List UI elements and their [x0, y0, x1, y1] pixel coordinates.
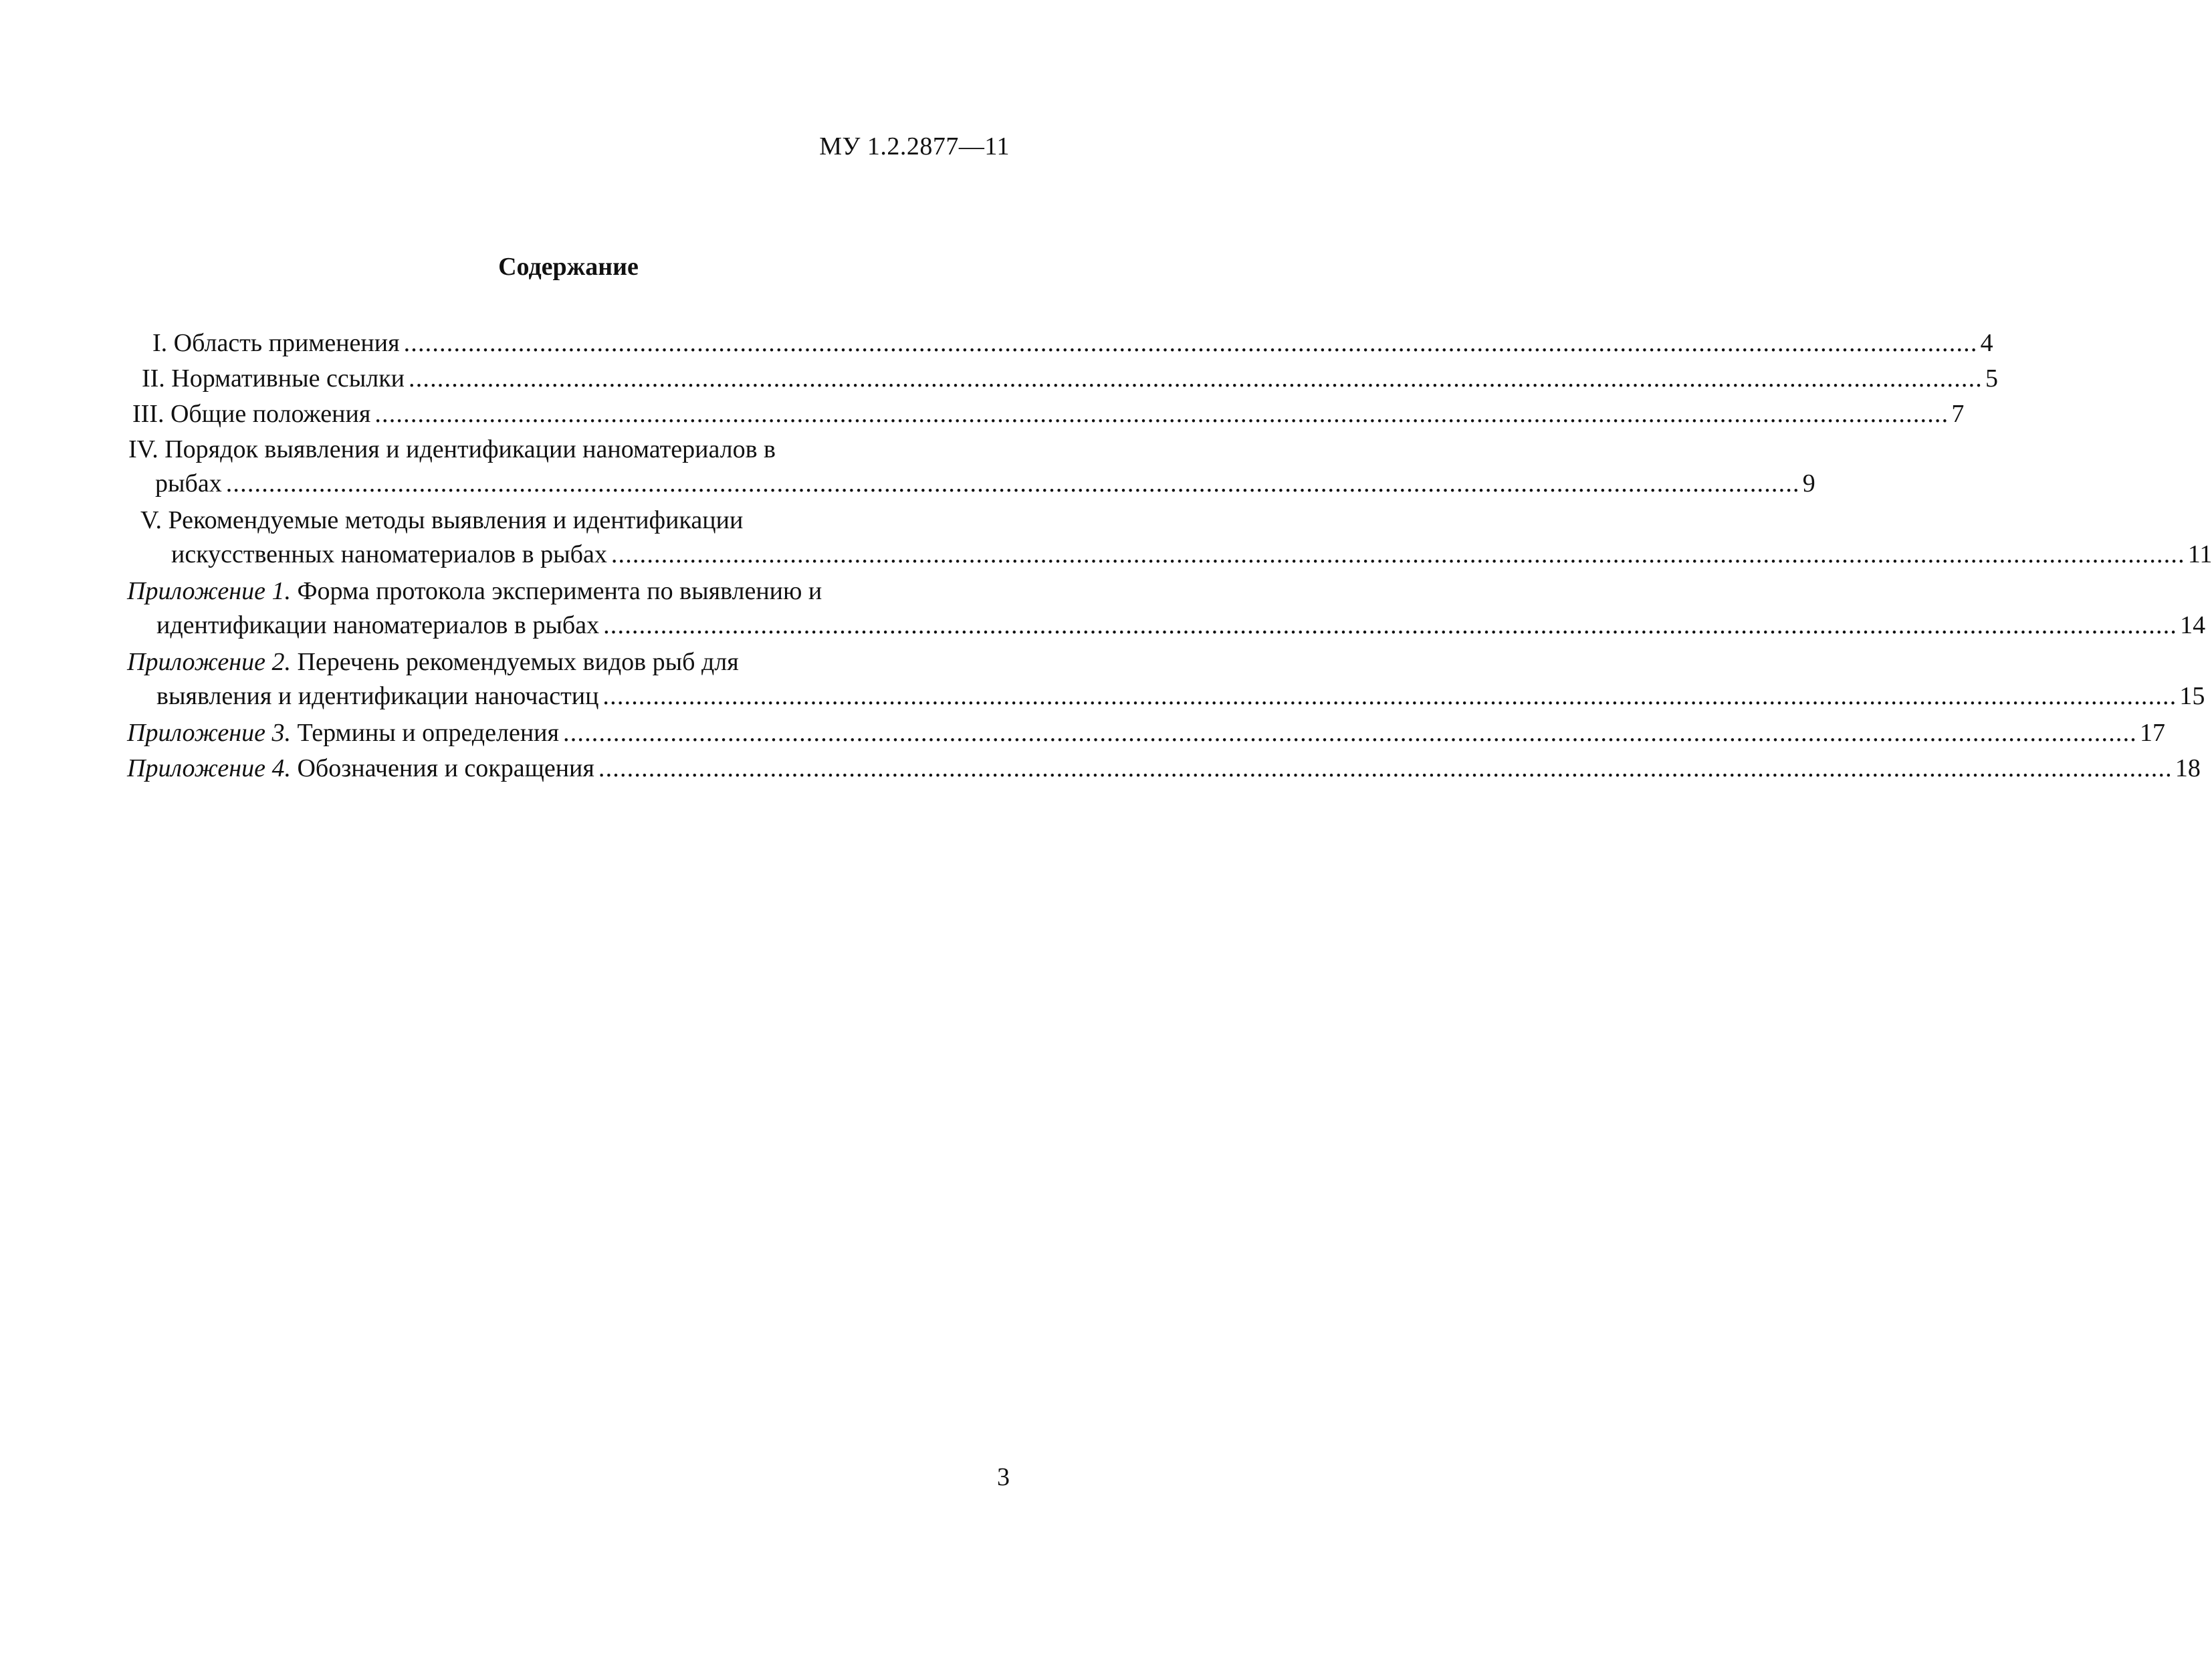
- toc-entry-title: II. Нормативные ссылки: [142, 364, 405, 393]
- toc-entry-line: [127, 609, 2206, 643]
- toc-page-number: 7: [1951, 400, 1965, 428]
- toc-page-number: 17: [2140, 719, 2165, 747]
- dot-leader: ............................................................................................................................................................................................................................: [374, 400, 1949, 428]
- toc-entry-title-line2: идентификации наноматериалов в рыбах: [156, 611, 600, 639]
- toc-entry-title-line2: выявления и идентификации наночастиц: [156, 682, 599, 710]
- appendix-title: Форма протокола эксперимента по выявлению и: [290, 577, 822, 605]
- dot-leader: ............................................................................................................................................................................................................................: [611, 540, 2185, 568]
- toc-entry-line: [127, 467, 1815, 501]
- page-number: 3: [997, 1463, 1010, 1491]
- toc-entry-appendix-1[interactable]: [127, 574, 2206, 643]
- toc-entry-title-line1: [127, 645, 1010, 679]
- dot-leader: ............................................................................................................................................................................................................................: [598, 754, 2173, 782]
- dot-leader: ............................................................................................................................................................................................................................: [603, 611, 2178, 639]
- toc-entry-line: [152, 326, 1993, 360]
- table-of-contents: [127, 326, 2212, 787]
- toc-entry-title-line1: [127, 574, 1010, 609]
- toc-entry-appendix-4[interactable]: [127, 752, 2201, 786]
- toc-page-number: 15: [2179, 682, 2205, 710]
- appendix-title: Перечень рекомендуемых видов рыб для: [290, 648, 739, 676]
- toc-entry-title-line2: искусственных наноматериалов в рыбах: [171, 540, 607, 568]
- appendix-title: Обозначения и сокращения: [290, 754, 594, 782]
- toc-entry-line: [127, 716, 2165, 750]
- toc-entry-line: [140, 538, 2212, 572]
- appendix-label: Приложение 4.: [127, 754, 291, 782]
- dot-leader: ............................................................................................................................................................................................................................: [225, 469, 1800, 497]
- dot-leader: ............................................................................................................................................................................................................................: [409, 364, 1983, 393]
- toc-entry-line: [142, 362, 1998, 396]
- toc-page-number: 14: [2180, 611, 2206, 639]
- appendix-title: Термины и определения: [290, 719, 559, 747]
- toc-page-number: 9: [1802, 469, 1815, 497]
- toc-entry-title: I. Область применения: [152, 329, 400, 357]
- toc-entry-general-provisions[interactable]: [127, 397, 1965, 431]
- toc-page-number: 5: [1985, 364, 1998, 393]
- dot-leader: ............................................................................................................................................................................................................................: [563, 719, 2137, 747]
- toc-entry-line: [127, 679, 2205, 713]
- toc-entry-title: [127, 716, 559, 750]
- toc-entry-line: [132, 397, 1965, 431]
- appendix-label: Приложение 1.: [127, 577, 291, 605]
- document-code: МУ 1.2.2877—11: [819, 132, 1010, 160]
- toc-title: Содержание: [498, 253, 639, 281]
- toc-page-number: 18: [2175, 754, 2201, 782]
- toc-entry-title: [127, 752, 594, 786]
- toc-entry-scope[interactable]: [127, 326, 1993, 360]
- toc-entry-detection-procedure[interactable]: [127, 433, 1815, 501]
- toc-entry-normative-references[interactable]: [127, 362, 1998, 396]
- toc-page-number: 4: [1980, 329, 1993, 357]
- toc-entry-title: III. Общие положения: [132, 400, 371, 428]
- dot-leader: ............................................................................................................................................................................................................................: [403, 329, 1978, 357]
- toc-entry-appendix-3[interactable]: [127, 716, 2165, 750]
- toc-entry-appendix-2[interactable]: [127, 645, 2205, 713]
- toc-entry-title-line1: V. Рекомендуемые методы выявления и идентификации: [140, 506, 744, 534]
- appendix-label: Приложение 3.: [127, 719, 291, 747]
- toc-entry-line: [127, 752, 2201, 786]
- toc-page-number: 11: [2187, 540, 2212, 568]
- appendix-label: Приложение 2.: [127, 648, 291, 676]
- toc-entry-title-line2: рыбах: [155, 469, 222, 497]
- toc-entry-title-line1: IV. Порядок выявления и идентификации наноматериалов в: [128, 435, 776, 463]
- toc-entry-recommended-methods[interactable]: [127, 504, 2212, 572]
- dot-leader: ............................................................................................................................................................................................................................: [602, 682, 2177, 710]
